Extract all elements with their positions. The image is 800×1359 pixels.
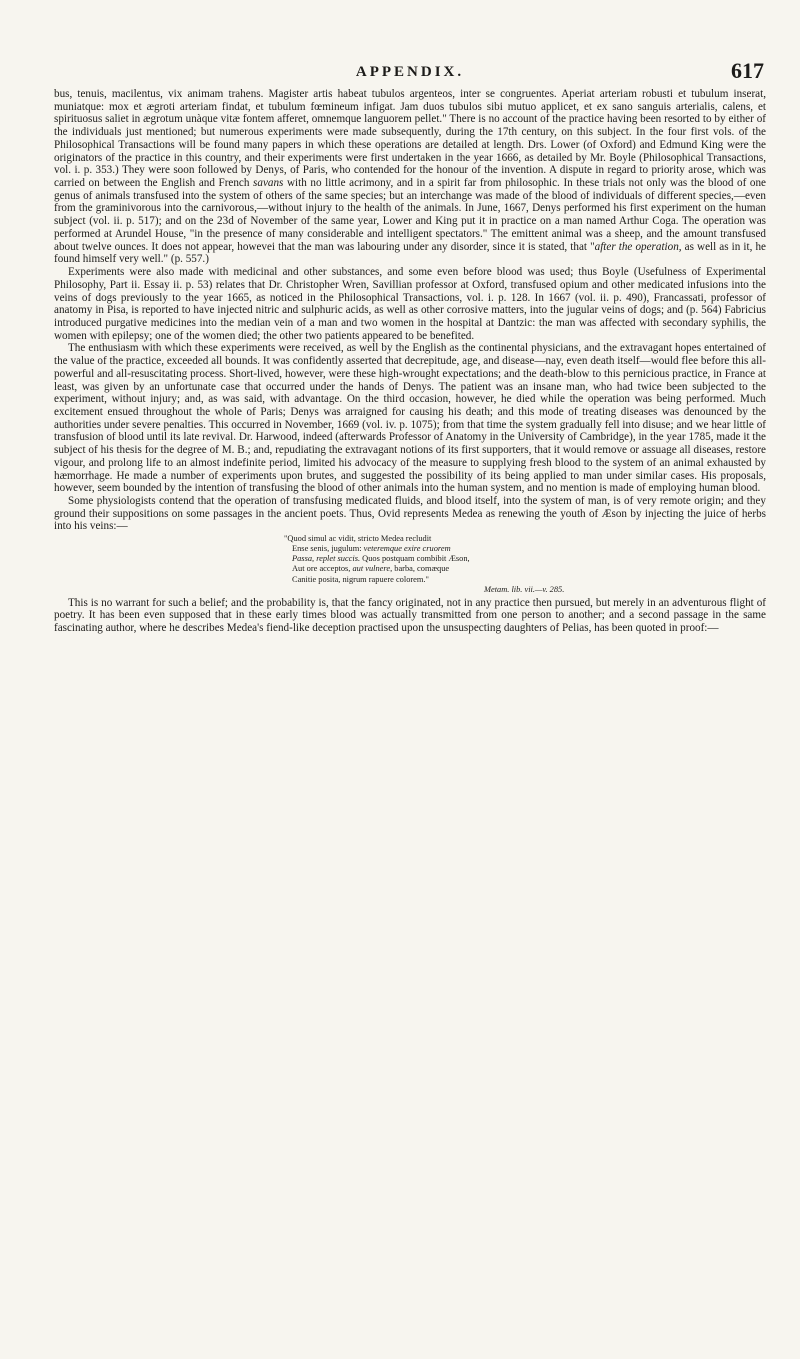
page-number: 617 <box>731 58 764 83</box>
italic-savans: savans <box>253 177 284 190</box>
quote-source: Metam. lib. vii.—v. 285. <box>484 584 565 594</box>
running-head-title: APPENDIX. <box>355 64 465 80</box>
page <box>54 0 766 635</box>
quote-line-1: "Quod simul ac vidit, stricto Medea recludit <box>284 534 432 544</box>
quote-line-2: Ense senis, jugulum: veteremque exire cruorem <box>292 544 451 554</box>
italic-after-operation: after the operation, <box>594 240 682 253</box>
paragraph-1 <box>54 88 766 266</box>
paragraph-1-text-b: with no little acrimony, and in a spirit far from philosophic. In these trials not only was the blood of one genus of animals transfused into the system of others of the same species; but an interchange was made of the blood of individuals of different species,—even from the graminivorous into the carnivorous,—without injury to the health of the animals. In June, 1667, Denys performed his first experiment on the human subject (vol. ii. p. 517); and on the 23d of November of the same year, Lower and King put it in practice on a man named Arthur Coga. The operation was performed at Arundel House, "in the presence of many considerable and intelligent spectators." The emittent animal was a sheep, and the amount transfused about twelve ounces. It does not appear, howevei that the man was labouring under any disorder, since it is stated, that " <box>54 177 766 253</box>
quote-line-5: Canitie posita, nigrum rapuere colorem." <box>292 574 429 584</box>
paragraph-3: The enthusiasm with which these experiments were received, as well by the English as the continental physicians, and the extravagant hopes entertained of the value of the practice, exceeded all bounds. It was confidently asserted that decrepitude, age, and disease—nay, even death itself—would flee before this all-powerful and all-resuscitating process. Short-lived, however, were these high-wrought expectations; and the death-blow to this pernicious practice, in France at least, was given by an unfortunate case that occurred under the hands of Denys. The patient was an insane man, who had twice been subjected to the experiment, without injury; and, as was said, with advantage. On the third occasion, however, he died while the operation was being performed. Much excitement ensued throughout the whole of Paris; Denys was arraigned for causing his death; and this mode of treating diseases was denounced by the authorities under severe penalties. This occurred in November, 1669 (vol. iv. p. 1075); from that time the system gradually fell into disuse; and we hear little of transfusion of blood until its late revival. Dr. Harwood, indeed (afterwards Professor of Anatomy in the University of Cambridge), in the year 1785, made it the subject of his thesis for the degree of M. B.; and, repudiating the extravagant notions of its first supporters, that it would remove or assuage all diseases, restore vigour, and prolong life to an almost indefinite period, limited his advocacy of the measure to supplying fresh blood to the system of an animal exhausted by hæmorrhage. He made a number of experiments upon brutes, and suggested the possibility of its being applied to man under similar cases. His proposals, however, seem bounded by the intention of transfusing the blood of other animals into the human system, and no mention is made of employing human blood. <box>54 342 766 495</box>
running-head <box>54 0 766 83</box>
quote-line-4: Aut ore acceptos, aut vulnere, barba, comæque <box>292 564 450 574</box>
quote-line-3: Passa, replet succis. Quos postquam combibit Æson, <box>292 554 470 564</box>
body-text <box>54 88 766 635</box>
paragraph-5: This is no warrant for such a belief; and the probability is, that the fancy originated, not in any practice then pursued, but merely in an adventurous flight of poetry. It has been even supposed that in these early times blood was actually transmitted from one person to another; and a second passage in the same fascinating author, where he describes Medea's fiend-like deception practised upon the unsuspecting daughters of Pelias, has been quoted in proof:— <box>54 596 766 635</box>
paragraph-1-text-c: as well as in it, he found himself very well." (p. 557.) <box>54 240 766 266</box>
paragraph-2: Experiments were also made with medicinal and other substances, and some even before blood was used; thus Boyle (Usefulness of Experimental Philosophy, Part ii. Essay ii. p. 53) relates that Dr. Christopher Wren, Savillian professor at Oxford, transfused opium and other medicated infusions into the veins of dogs previously to the year 1665, as noticed in the Philosophical Transactions, vol. i. p. 128. In 1667 (vol. ii. p. 490), Francassati, professor of anatomy in Pisa, is reported to have injected nitric and sulphuric acids, as well as other corrosive matters, into the jugular veins of dogs; and (p. 564) Fabricius introduced purgative medicines into the median vein of a man and two women in the hospital at Dantzic: the man was affected with secondary syphilis, the women with epilepsy; one of the women died; the other two patients appeared to be benefited. <box>54 266 766 342</box>
paragraph-1-text: bus, tenuis, macilentus, vix animam trahens. Magister artis habeat tubulos argenteos, inter se congruentes. Aperiat arteriam robusti et tubulum inserat, muniatque: mox et ægroti arteriam findat, et tubulum fœmineum infigat. Jam duos tubulos sibi mutuo applicet, et ex sano sanguis arterialis, calens, et spirituosus saliet in ægrotum unàque vitæ fontem afferet, omnemque languorem pellet." There is no account of the practice having been resorted to by either of the individuals just mentioned; but numerous experiments were made subsequently, during the 17th century, on this subject. In the four first vols. of the Philosophical Transactions will be found many papers in which these operations are detailed at length. Drs. Lower (of Oxford) and Edmund King were the originators of the practice in this country, and their experiments were first undertaken in the year 1666, as detailed by Mr. Boyle (Philosophical Transactions, vol. i. p. 353.) They were soon followed by Denys, of Paris, who contended for the honour of the invention. A dispute in regard to priority arose, which was carried on between the English and French <box>54 88 766 190</box>
latin-quotation <box>54 534 766 595</box>
paragraph-4: Some physiologists contend that the operation of transfusing medicated fluids, and blood itself, into the system of man, is of very remote origin; and they ground their suppositions on some passages in the ancient poets. Thus, Ovid represents Medea as renewing the youth of Æson by injecting the juice of herbs into his veins:— <box>54 495 766 533</box>
